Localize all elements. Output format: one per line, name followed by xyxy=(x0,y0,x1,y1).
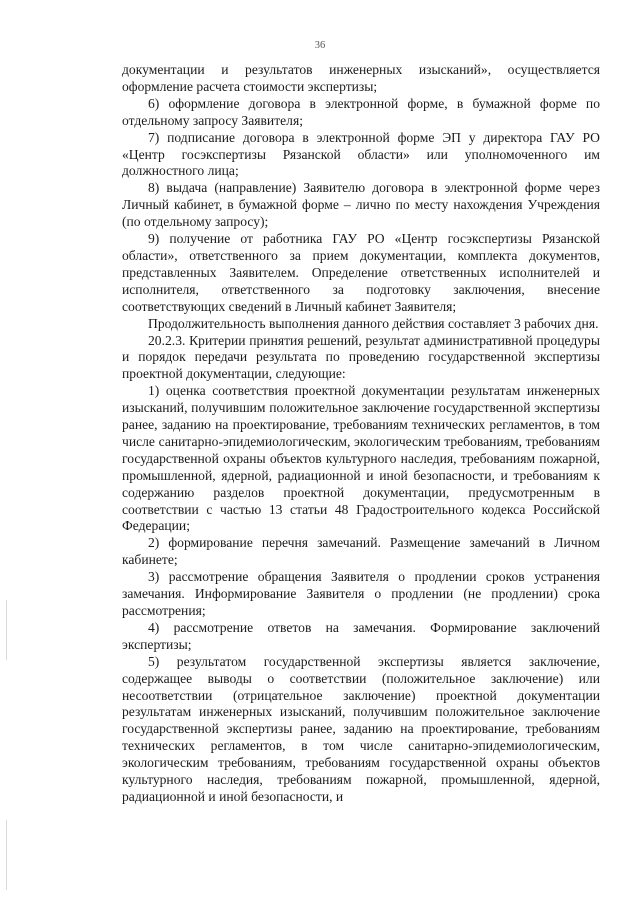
paragraph-criteria-1: 1) оценка соответствия проектной документации результатам инженерных изысканий, получившим положительное заключение государственной экспертизы ранее, заданию на проектирование, требованиям технических регламентов, в том числе санитарно-эпидемиологическим, экологическим требованиям, требованиям государственной охраны объектов культурного наследия, требованиям пожарной, промышленной, ядерной, радиационной и иной безопасности, и требованиям к содержанию разделов проектной документации, предусмотренным в соответствии с частью 13 статьи 48 Градостроительного кодекса Российской Федерации; xyxy=(122,383,600,534)
scan-margin-mark xyxy=(6,820,7,890)
scan-margin-mark xyxy=(6,600,7,660)
paragraph-item-7: 7) подписание договора в электронной форме ЭП у директора ГАУ РО «Центр госэкспертизы Рязанской области» или уполномоченного им должностного лица; xyxy=(122,129,600,179)
paragraph-duration: Продолжительность выполнения данного действия составляет 3 рабочих дня. xyxy=(148,315,599,331)
paragraph-item-8: 8) выдача (направление) Заявителю договора в электронной форме через Личный кабинет, в бумажной форме – лично по месту нахождения Учреждения (по отдельному запросу); xyxy=(122,180,600,230)
paragraph-criteria-2: 2) формирование перечня замечаний. Размещение замечаний в Личном кабинете; xyxy=(122,535,600,568)
paragraph-criteria-3: 3) рассмотрение обращения Заявителя о продлении сроков устранения замечания. Информирование Заявителя о продлении (не продлении) срока рассмотрения; xyxy=(122,569,600,618)
page-number: 36 xyxy=(314,40,326,51)
paragraph-criteria-4: 4) рассмотрение ответов на замечания. Формирование заключений экспертизы; xyxy=(122,619,600,652)
paragraph-section-20-2-3: 20.2.3. Критерии принятия решений, результат административной процедуры и порядок передачи результата по проведению государственной экспертизы проектной документации, следующие: xyxy=(122,332,600,382)
document-body xyxy=(122,62,600,806)
paragraph-item-9: 9) получение от работника ГАУ РО «Центр госэкспертизы Рязанской области», ответственного за прием документации, комплекта документов, представленных Заявителем. Определение ответственных исполнителей и исполнителя, ответственного за подготовку заключения, внесение соответствующих сведений в Личный кабинет Заявителя; xyxy=(122,231,600,314)
paragraph-criteria-5: 5) результатом государственной экспертизы является заключение, содержащее выводы о соответствии (положительное заключение) или несоответствии (отрицательное заключение) проектной документации результатам инженерных изысканий, получившим положительное заключение государственной экспертизы ранее, заданию на проектирование, требованиям технических регламентов, в том числе санитарно-эпидемиологическим, экологическим требованиям, требованиям государственной охраны объектов культурного наследия, требованиям пожарной, промышленной, ядерной, радиационной и иной безопасности, и xyxy=(122,653,600,804)
paragraph-continuation: документации и результатов инженерных изысканий», осуществляется оформление расчета стоимости экспертизы; xyxy=(122,62,600,94)
paragraph-item-6: 6) оформление договора в электронной форме, в бумажной форме по отдельному запросу Заявителя; xyxy=(122,95,600,128)
